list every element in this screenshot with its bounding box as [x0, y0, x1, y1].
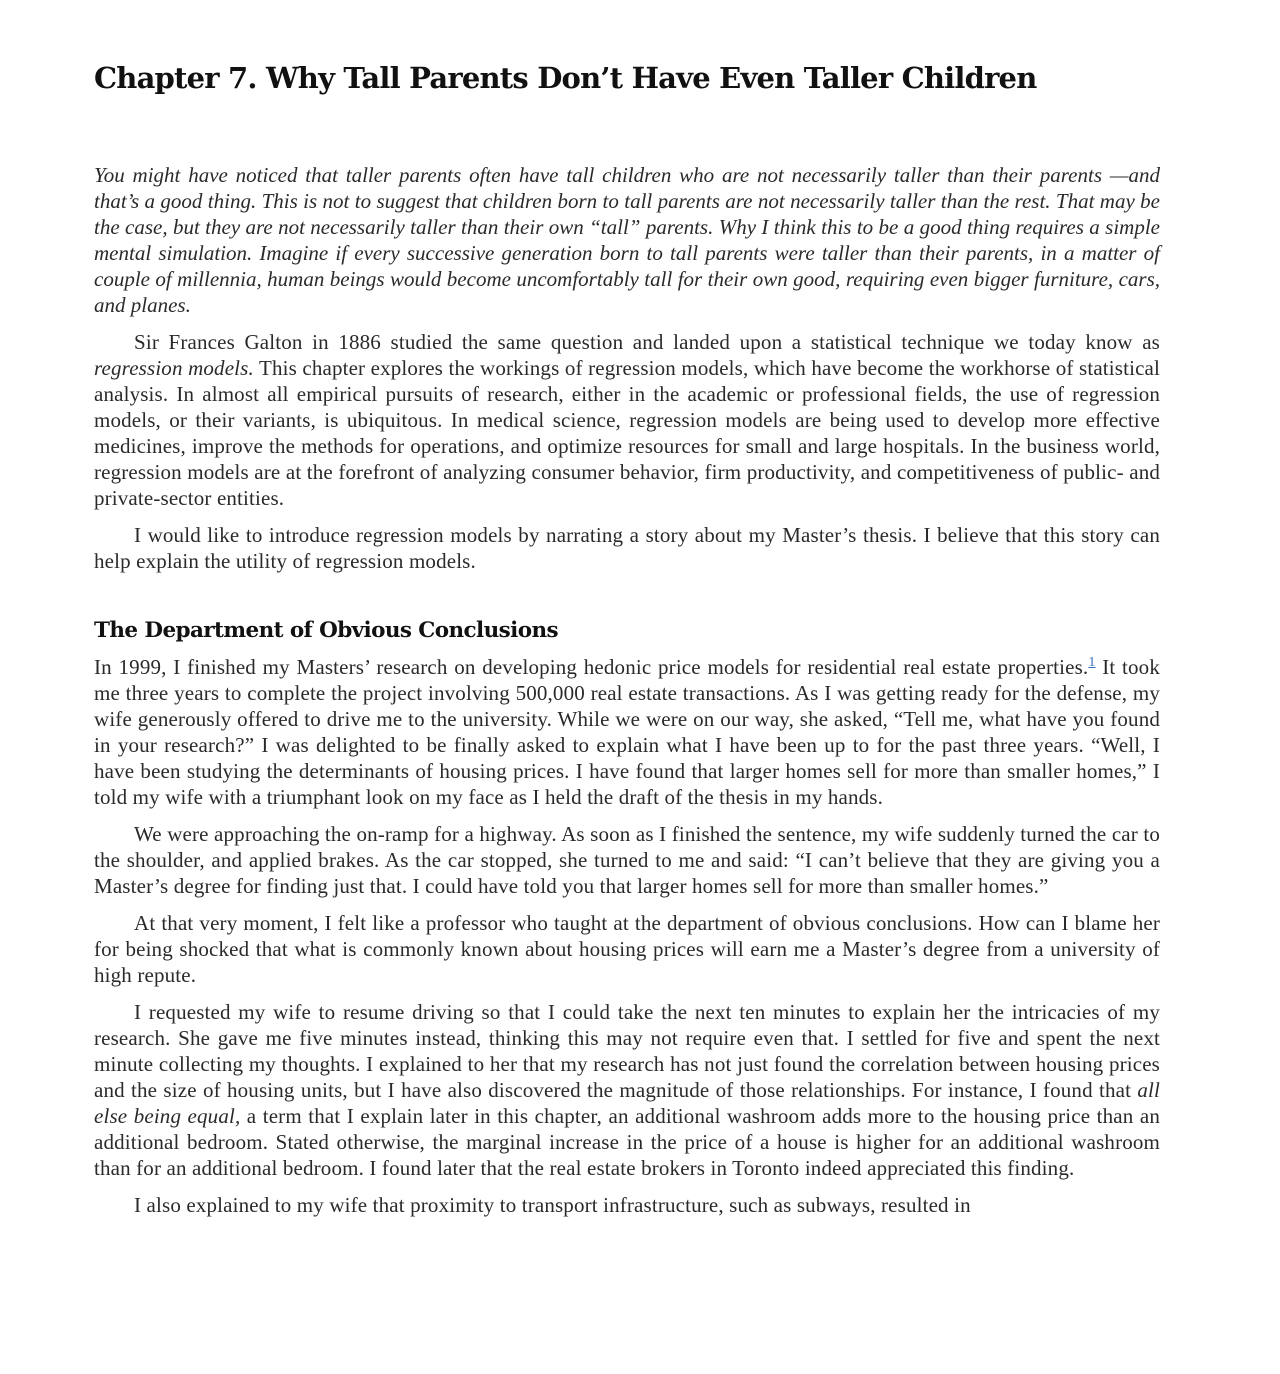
- paragraph-text: It took me three years to complete the project involving 500,000 real estate transactions. As I was getting ready for the defense, my wife generously offered to drive me to the university. While we were on our way, she asked, “Tell me, what have you found in your research?” I was delighted to be finally asked to explain what I have been up to for the past three years. “Well, I have been studying the determinants of housing prices. I have found that larger homes sell for more than smaller homes,” I told my wife with a triumphant look on my face as I held the draft of the thesis in my hands.: [94, 655, 1160, 809]
- paragraph-obvious: At that very moment, I felt like a professor who taught at the department of obvious conclusions. How can I blame her for being shocked that what is commonly known about housing prices will earn me a Master’s degree from a university of high repute.: [94, 911, 1160, 987]
- paragraph-text: In 1999, I finished my Masters’ research on developing hedonic price models for residential real estate properties.: [94, 655, 1089, 679]
- paragraph-introduce: I would like to introduce regression models by narrating a story about my Master’s thesis. I believe that this story can help explain the utility of regression models.: [94, 523, 1160, 573]
- paragraph-on-ramp: We were approaching the on-ramp for a highway. As soon as I finished the sentence, my wife suddenly turned the car to the shoulder, and applied brakes. As the car stopped, she turned to me and said: “I can’t believe that they are giving you a Master’s degree for finding just that. I could have told you that larger homes sell for more than smaller homes.”: [94, 822, 1160, 898]
- emphasis-all-else-equal: all else being equal,: [94, 1078, 1160, 1128]
- intro-paragraph: You might have noticed that taller parents often have tall children who are not necessarily taller than their parents —and that’s a good thing. This is not to suggest that children born to tall parents are not necessarily taller than the rest. That may be the case, but they are not necessarily taller than their own “tall” parents. Why I think this to be a good thing requires a simple mental simulation. Imagine if every successive generation born to tall parents were taller than their parents, in a matter of couple of millennia, human beings would become uncomfortably tall for their own good, requiring even bigger furniture, cars, and planes.: [94, 163, 1160, 317]
- chapter-title: Chapter 7. Why Tall Parents Don’t Have Even Taller Children: [94, 61, 1037, 95]
- paragraph-masters-research: [94, 654, 1160, 810]
- paragraph-text: This chapter explores the workings of regression models, which have become the workhorse of statistical analysis. In almost all empirical pursuits of research, either in the academic or professional fields, the use of regression models, or their variants, is ubiquitous. In medical science, regression models are being used to develop more effective medicines, improve the methods for operations, and optimize resources for small and large hospitals. In the business world, regression models are at the forefront of analyzing consumer behavior, firm productivity, and competitiveness of public- and private-sector entities.: [94, 356, 1160, 510]
- footnote-link[interactable]: 1: [1088, 655, 1096, 670]
- section-title: The Department of Obvious Conclusions: [94, 618, 558, 643]
- paragraph-transport: I also explained to my wife that proximity to transport infrastructure, such as subways, resulted in: [134, 1193, 971, 1217]
- document-page: [94, 0, 1160, 1218]
- paragraph-text: a term that I explain later in this chapter, an additional washroom adds more to the housing price than an additional bedroom. Stated otherwise, the marginal increase in the price of a house is higher for an additional washroom than for an additional bedroom. I found later that the real estate brokers in Toronto indeed appreciated this finding.: [94, 1104, 1160, 1180]
- emphasis-regression-models: regression models.: [94, 356, 254, 380]
- paragraph-galton: [94, 329, 1160, 511]
- paragraph-text: I requested my wife to resume driving so that I could take the next ten minutes to explain her the intricacies of my research. She gave me five minutes instead, thinking this may not require even that. I settled for five and spent the next minute collecting my thoughts. I explained to her that my research has not just found the correlation between housing prices and the size of housing units, but I have also discovered the magnitude of those relationships. For instance, I found that: [94, 1000, 1160, 1102]
- paragraph-text: Sir Frances Galton in 1886 studied the same question and landed upon a statistical technique we today know as: [134, 330, 1160, 354]
- paragraph-explain: [94, 999, 1160, 1181]
